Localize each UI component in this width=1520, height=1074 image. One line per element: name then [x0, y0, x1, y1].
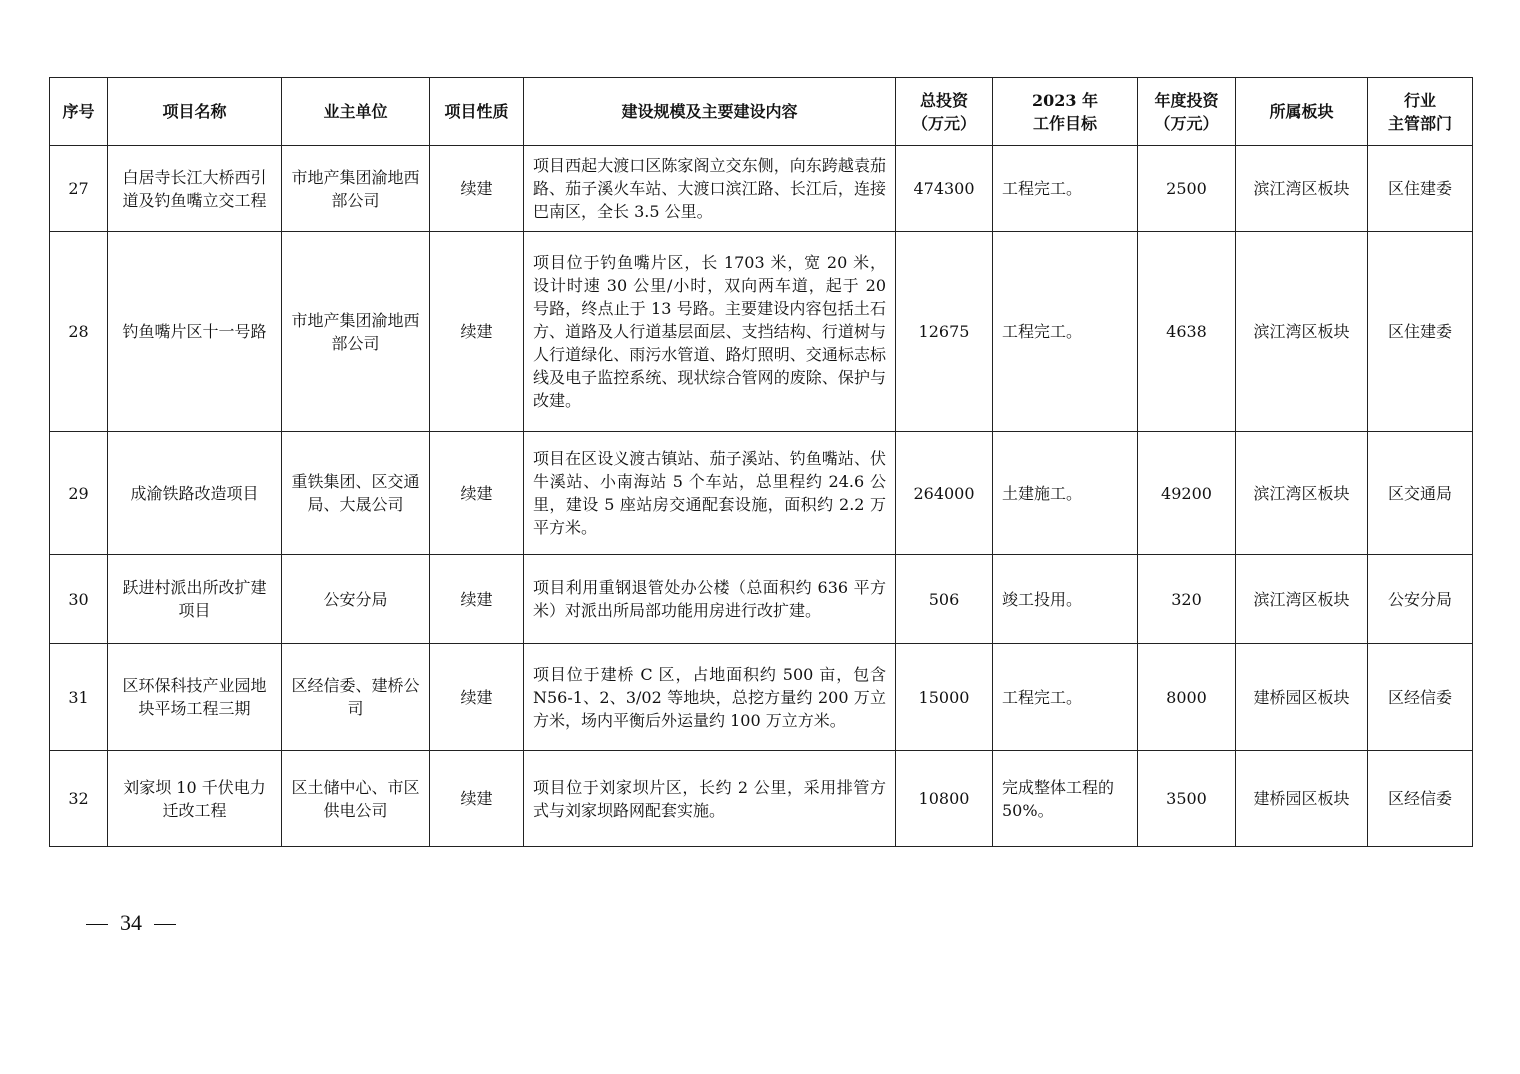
footer-dash-left — [86, 924, 108, 925]
cell-dept: 公安分局 — [1368, 555, 1473, 644]
cell-goal: 工程完工。 — [993, 146, 1138, 232]
cell-sector: 滨江湾区板块 — [1236, 146, 1368, 232]
cell-dept: 区住建委 — [1368, 146, 1473, 232]
cell-sector: 建桥园区板块 — [1236, 644, 1368, 751]
header-name: 项目名称 — [108, 78, 282, 146]
cell-content: 项目位于建桥 C 区，占地面积约 500 亩，包含 N56-1、2、3/02 等地块，总挖方量约 200 万立方米，场内平衡后外运量约 100 万立方米。 — [524, 644, 896, 751]
cell-no: 29 — [50, 432, 108, 555]
cell-content: 项目位于刘家坝片区，长约 2 公里，采用排管方式与刘家坝路网配套实施。 — [524, 751, 896, 847]
header-no: 序号 — [50, 78, 108, 146]
cell-owner: 重铁集团、区交通局、大晟公司 — [282, 432, 430, 555]
cell-total: 506 — [896, 555, 993, 644]
table-row — [50, 432, 1473, 555]
cell-content: 项目利用重钢退管处办公楼（总面积约 636 平方米）对派出所局部功能用房进行改扩建。 — [524, 555, 896, 644]
cell-no: 32 — [50, 751, 108, 847]
header-nature: 项目性质 — [430, 78, 524, 146]
cell-annual: 3500 — [1138, 751, 1236, 847]
cell-nature: 续建 — [430, 555, 524, 644]
cell-goal: 竣工投用。 — [993, 555, 1138, 644]
cell-annual: 2500 — [1138, 146, 1236, 232]
cell-name: 白居寺长江大桥西引道及钓鱼嘴立交工程 — [108, 146, 282, 232]
project-table — [49, 77, 1473, 847]
cell-owner: 公安分局 — [282, 555, 430, 644]
cell-owner: 市地产集团渝地西部公司 — [282, 232, 430, 432]
cell-goal: 土建施工。 — [993, 432, 1138, 555]
cell-nature: 续建 — [430, 432, 524, 555]
cell-no: 27 — [50, 146, 108, 232]
cell-nature: 续建 — [430, 146, 524, 232]
cell-name: 区环保科技产业园地块平场工程三期 — [108, 644, 282, 751]
cell-goal: 完成整体工程的 50%。 — [993, 751, 1138, 847]
cell-total: 12675 — [896, 232, 993, 432]
cell-dept: 区交通局 — [1368, 432, 1473, 555]
cell-name: 成渝铁路改造项目 — [108, 432, 282, 555]
cell-name: 钓鱼嘴片区十一号路 — [108, 232, 282, 432]
header-dept: 行业 主管部门 — [1368, 78, 1473, 146]
header-total: 总投资 （万元） — [896, 78, 993, 146]
table-row — [50, 555, 1473, 644]
cell-annual: 49200 — [1138, 432, 1236, 555]
cell-nature: 续建 — [430, 232, 524, 432]
table-row — [50, 751, 1473, 847]
table-row — [50, 146, 1473, 232]
cell-goal: 工程完工。 — [993, 644, 1138, 751]
cell-annual: 320 — [1138, 555, 1236, 644]
cell-no: 28 — [50, 232, 108, 432]
cell-annual: 8000 — [1138, 644, 1236, 751]
table-row — [50, 644, 1473, 751]
cell-name: 跃进村派出所改扩建项目 — [108, 555, 282, 644]
cell-name: 刘家坝 10 千伏电力迁改工程 — [108, 751, 282, 847]
page-number: 34 — [120, 910, 142, 935]
cell-sector: 滨江湾区板块 — [1236, 432, 1368, 555]
cell-annual: 4638 — [1138, 232, 1236, 432]
cell-nature: 续建 — [430, 644, 524, 751]
page-footer — [86, 908, 176, 938]
table-row — [50, 232, 1473, 432]
cell-sector: 建桥园区板块 — [1236, 751, 1368, 847]
table-header-row — [50, 78, 1473, 146]
cell-owner: 区经信委、建桥公司 — [282, 644, 430, 751]
footer-dash-right — [154, 924, 176, 925]
header-owner: 业主单位 — [282, 78, 430, 146]
cell-total: 264000 — [896, 432, 993, 555]
cell-total: 10800 — [896, 751, 993, 847]
header-goal: 2023 年 工作目标 — [993, 78, 1138, 146]
cell-owner: 市地产集团渝地西部公司 — [282, 146, 430, 232]
cell-goal: 工程完工。 — [993, 232, 1138, 432]
cell-sector: 滨江湾区板块 — [1236, 232, 1368, 432]
cell-dept: 区经信委 — [1368, 644, 1473, 751]
cell-dept: 区住建委 — [1368, 232, 1473, 432]
cell-no: 30 — [50, 555, 108, 644]
cell-no: 31 — [50, 644, 108, 751]
cell-sector: 滨江湾区板块 — [1236, 555, 1368, 644]
header-sector: 所属板块 — [1236, 78, 1368, 146]
cell-content: 项目西起大渡口区陈家阁立交东侧，向东跨越袁茄路、茄子溪火车站、大渡口滨江路、长江后，连接巴南区，全长 3.5 公里。 — [524, 146, 896, 232]
header-annual: 年度投资 （万元） — [1138, 78, 1236, 146]
cell-content: 项目在区设义渡古镇站、茄子溪站、钓鱼嘴站、伏牛溪站、小南海站 5 个车站，总里程约 24.6 公里，建设 5 座站房交通配套设施，面积约 2.2 万平方米。 — [524, 432, 896, 555]
cell-content: 项目位于钓鱼嘴片区，长 1703 米，宽 20 米，设计时速 30 公里/小时，双向两车道，起于 20 号路，终点止于 13 号路。主要建设内容包括土石方、道路及人行道基层面层、支挡结构、行道树与人行道绿化、雨污水管道、路灯照明、交通标志标线及电子监控系统、现状综合管网的废除、保护与改建。 — [524, 232, 896, 432]
cell-nature: 续建 — [430, 751, 524, 847]
cell-owner: 区土储中心、市区供电公司 — [282, 751, 430, 847]
header-content: 建设规模及主要建设内容 — [524, 78, 896, 146]
cell-dept: 区经信委 — [1368, 751, 1473, 847]
cell-total: 474300 — [896, 146, 993, 232]
cell-total: 15000 — [896, 644, 993, 751]
